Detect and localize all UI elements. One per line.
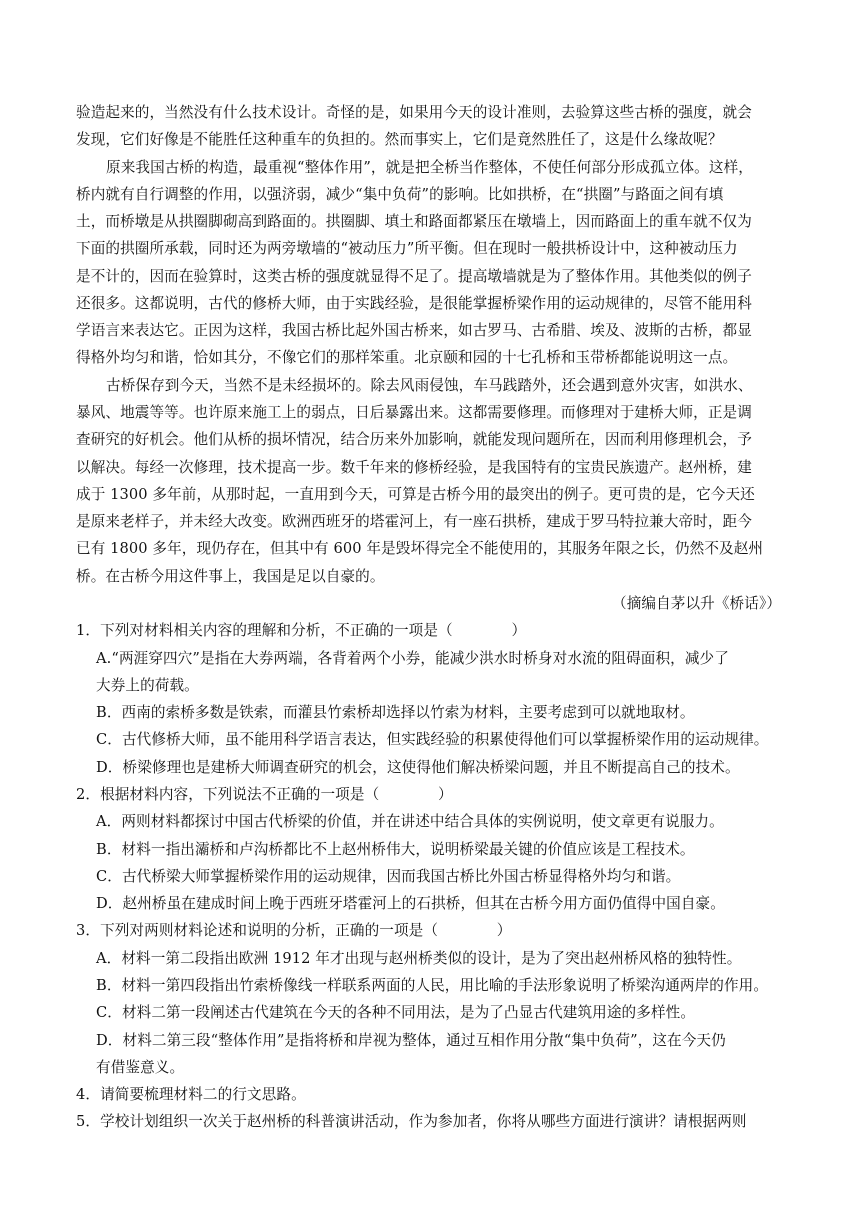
text-line: 得格外均匀和谐，恰如其分，不像它们的那样笨重。北京颐和园的十七孔桥和玉带桥都能说明这一点。 (76, 349, 738, 366)
source-citation: （摘编自茅以升《桥话》） (612, 595, 782, 612)
option-line: D．赵州桥虽在建成时间上晚于西班牙塔霍河上的石拱桥，但其在古桥今用方面仍值得中国自豪。 (96, 895, 725, 912)
question-2: 2．根据材料内容，下列说法不正确的一项是（ ） (76, 786, 453, 803)
text-line: 土，而桥墩是从拱圈脚砌高到路面的。拱圈脚、填土和路面都紧压在墩墙上，因而路面上的重车就不仅为 (76, 213, 752, 230)
option-line: 有借鉴意义。 (96, 1059, 185, 1076)
text-line: 是原来老样子，并未经大改变。欧洲西班牙的塔霍河上，有一座石拱桥，建成于罗马特拉兼大帝时，距今 (76, 513, 752, 530)
text-line: 发现，它们好像是不能胜任这种重车的负担的。然而事实上，它们是竟然胜任了，这是什么缘故呢？ (76, 131, 723, 148)
option-line: B．西南的索桥多数是铁索，而灌县竹索桥却选择以竹索为材料，主要考虑到可以就地取材。 (96, 704, 695, 721)
question-5: 5．学校计划组织一次关于赵州桥的科普演讲活动，作为参加者，你将从哪些方面进行演讲？请根据两则 (76, 1113, 747, 1130)
text-line: 已有 1800 多年，现仍存在，但其中有 600 年是毁坏得完全不能使用的，其服务年限之长，仍然不及赵州 (76, 540, 764, 557)
text-line: 下面的拱圈所承载，同时还为两旁墩墙的“被动压力”所平衡。但在现时一般拱桥设计中，这种被动压力 (76, 240, 738, 257)
option-line: A.“两涯穿四穴”是指在大券两端，各背着两个小券，能减少洪水时桥身对水流的阻碍面积，减少了 (96, 650, 729, 667)
option-line: A．材料一第二段指出欧洲 1912 年才出现与赵州桥类似的设计，是为了突出赵州桥风格的独特性。 (96, 950, 742, 967)
text-line: 是不计的，因而在验算时，这类古桥的强度就显得不足了。提高墩墙就是为了整体作用。其他类似的例子 (76, 268, 752, 285)
text-line: 桥。在古桥今用这件事上，我国是足以自豪的。 (76, 568, 385, 585)
option-line: B．材料一指出灞桥和卢沟桥都比不上赵州桥伟大，说明桥梁最关键的价值应该是工程技术。 (96, 841, 695, 858)
option-line: B．材料一第四段指出竹索桥像线一样联系两面的人民，用比喻的手法形象说明了桥梁沟通两岸的作用。 (96, 977, 769, 994)
option-line: C．古代修桥大师，虽不能用科学语言表达，但实践经验的积累使得他们可以掌握桥梁作用的运动规律。 (96, 731, 769, 748)
option-line: C．材料二第一段阐述古代建筑在今天的各种不同用法，是为了凸显古代建筑用途的多样性。 (96, 1004, 696, 1021)
option-line: C．古代桥梁大师掌握桥梁作用的运动规律，因而我国古桥比外国古桥显得格外均匀和谐。 (96, 868, 681, 885)
text-line: 还很多。这都说明，古代的修桥大师，由于实践经验，是很能掌握桥梁作用的运动规律的，尽管不能用科 (76, 295, 752, 312)
text-line: 学语言来表达它。正因为这样，我国古桥比起外国古桥来，如古罗马、古希腊、埃及、波斯的古桥，都显 (76, 322, 752, 339)
option-line: 大券上的荷载。 (96, 677, 199, 694)
text-line: 成于 1300 多年前，从那时起，一直用到今天，可算是古桥今用的最突出的例子。更可贵的是，它今天还 (76, 486, 755, 503)
option-line: D．材料二第三段“整体作用”是指将桥和岸视为整体，通过互相作用分散“集中负荷”，这在今天仍 (96, 1032, 726, 1049)
paragraph-start-line: 原来我国古桥的构造，最重视“整体作用”，就是把全桥当作整体，不使任何部分形成孤立体。这样， (106, 159, 753, 176)
question-1: 1．下列对材料相关内容的理解和分析，不正确的一项是（ ） (76, 622, 527, 639)
question-4: 4．请简要梳理材料二的行文思路。 (76, 1086, 306, 1103)
text-line: 以解决。每经一次修理，技术提高一步。数千年来的修桥经验，是我国特有的宝贵民族遗产。赵州桥，建 (76, 459, 752, 476)
text-line: 暴风、地震等等。也许原来施工上的弱点，日后暴露出来。这都需要修理。而修理对于建桥大师，正是调 (76, 404, 752, 421)
option-line: D．桥梁修理也是建桥大师调查研究的机会，这使得他们解决桥梁问题，并且不断提高自己的技术。 (96, 759, 740, 776)
option-line: A．两则材料都探讨中国古代桥梁的价值，并在讲述中结合具体的实例说明，使文章更有说服力。 (96, 813, 724, 830)
paragraph-start-line: 古桥保存到今天，当然不是未经损坏的。除去风雨侵蚀，车马践踏外，还会遇到意外灾害，如洪水、 (106, 377, 753, 394)
text-line: 桥内就有自行调整的作用，以强济弱，减少“集中负荷”的影响。比如拱桥，在“拱圈”与路面之间有填 (76, 186, 724, 203)
text-line: 验造起来的，当然没有什么技术设计。奇怪的是，如果用今天的设计准则，去验算这些古桥的强度，就会 (76, 104, 752, 121)
question-3: 3．下列对两则材料论述和说明的分析，正确的一项是（ ） (76, 922, 512, 939)
text-line: 查研究的好机会。他们从桥的损坏情况，结合历来外加影响，就能发现问题所在，因而利用修理机会，予 (76, 431, 752, 448)
